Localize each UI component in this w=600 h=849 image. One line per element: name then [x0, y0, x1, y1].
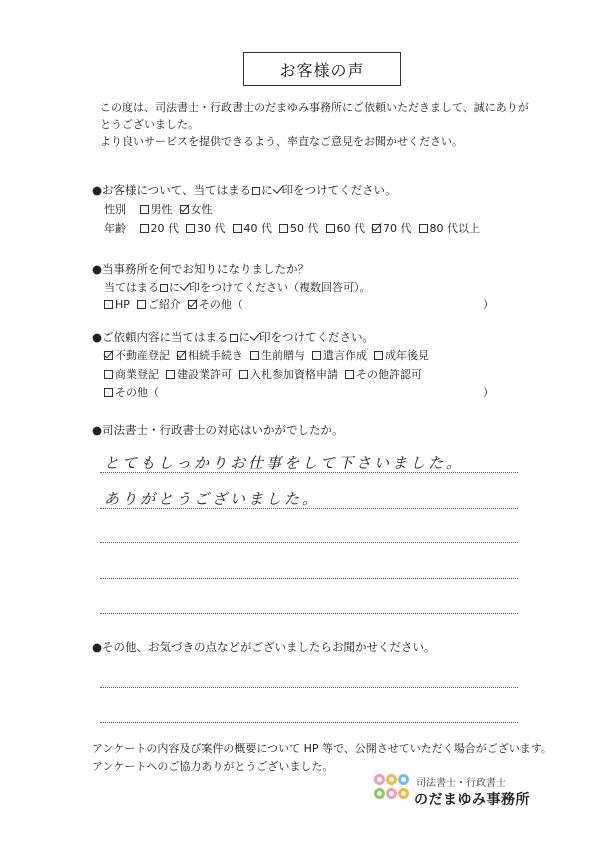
q2-sub-post: 印をつけてください（複数回答可）。	[189, 281, 371, 294]
age-option-label: 70 代	[383, 222, 412, 235]
age-option-label: 60 代	[336, 222, 365, 235]
service-row2-option-label: 建設業許可	[177, 368, 232, 381]
q1-heading-post: 印をつけてください。	[281, 183, 397, 197]
q2-sub-pre: 当てはまる	[104, 281, 159, 294]
checkbox-icon[interactable]	[279, 224, 288, 233]
checkbox-symbol	[230, 334, 238, 342]
checkbox-icon[interactable]	[239, 370, 248, 379]
age-row	[104, 222, 487, 236]
logo-name: のだまゆみ事務所	[414, 792, 530, 808]
q3-heading-pre: ●ご依頼内容に当てはまる	[92, 330, 229, 344]
age-option-1[interactable]	[140, 222, 180, 236]
logo-subtitle: 司法書士・行政書士	[416, 778, 506, 789]
comment-line-2	[100, 722, 518, 723]
answer-line-1	[100, 472, 518, 473]
checkbox-icon[interactable]	[312, 351, 321, 360]
q3-row-3	[104, 386, 166, 400]
gender-option-2[interactable]	[180, 203, 213, 217]
footer-line-1: アンケートの内容及び案件の概要について HP 等で、公開させていただく場合がございます。	[92, 742, 552, 755]
q1-heading	[92, 183, 397, 197]
q2-subheading	[104, 280, 371, 295]
q3-heading-mid: に	[238, 330, 251, 344]
gender-option-label: 男性	[150, 203, 173, 216]
age-option-label: 30 代	[197, 222, 226, 235]
logo-circle-4	[374, 788, 385, 799]
gender-label: 性別	[104, 203, 126, 216]
logo-circle-2	[386, 774, 397, 785]
age-option-2[interactable]	[186, 222, 226, 236]
checkbox-icon[interactable]	[374, 351, 383, 360]
checkbox-icon[interactable]	[186, 224, 195, 233]
service-row1-option-label: 成年後見	[385, 349, 429, 362]
intro-line-1: この度は、司法書士・行政書士のだまゆみ事務所にご依頼いただきまして、誠にありが	[100, 101, 529, 114]
source-option-1[interactable]	[104, 298, 130, 312]
q4-heading: ●司法書士・行政書士の対応はいかがでしたか。	[92, 423, 344, 437]
checkbox-icon[interactable]	[104, 370, 113, 379]
logo-circle-6	[398, 788, 409, 799]
q3-row-2	[104, 368, 429, 382]
checkbox-icon[interactable]	[345, 370, 354, 379]
age-option-label: 40 代	[243, 222, 272, 235]
q5-heading: ●その他、お気づきの点などがございましたらお聞かせください。	[92, 640, 436, 654]
age-label: 年齢	[104, 222, 126, 235]
checkbox-icon[interactable]	[137, 300, 146, 309]
q2-heading: ●当事務所を何でお知りになりましたか？	[92, 262, 310, 276]
age-option-7[interactable]	[419, 222, 481, 236]
checkbox-checked-icon[interactable]	[180, 205, 189, 214]
service-row1-option-label: 不動産登記	[115, 349, 170, 362]
q1-heading-mid: に	[261, 183, 273, 197]
intro-line-3: より良いサービスを提供できるよう、率直なご意見をお聞かせください。	[100, 135, 463, 148]
intro-line-2: とうございました。	[100, 118, 199, 131]
service-row1-option-5[interactable]	[374, 349, 429, 363]
service-row1-option-4[interactable]	[312, 349, 367, 363]
service-row1-option-2[interactable]	[177, 349, 243, 363]
comment-line-1	[100, 687, 518, 688]
service-row1-option-1[interactable]	[104, 349, 170, 363]
service-row1-option-3[interactable]	[250, 349, 305, 363]
checkbox-icon[interactable]	[233, 224, 242, 233]
checkbox-icon[interactable]	[104, 300, 113, 309]
checkbox-checked-icon[interactable]	[104, 351, 113, 360]
q2-options-row	[104, 298, 250, 312]
q3-heading	[92, 330, 374, 344]
q1-heading-pre: ●お客様について、当てはまる	[92, 183, 252, 197]
age-option-label: 20 代	[150, 222, 179, 235]
source-option-3[interactable]	[188, 298, 243, 312]
service-row1-option-label: 相続手続き	[188, 349, 243, 362]
answer-line-5	[100, 613, 518, 614]
logo-circle-1	[374, 774, 385, 785]
checkbox-icon[interactable]	[250, 351, 259, 360]
service-row2-option-1[interactable]	[104, 368, 159, 382]
logo-circle-3	[398, 774, 409, 785]
q3-row-1	[104, 349, 436, 363]
service-row2-option-4[interactable]	[345, 368, 422, 382]
checkbox-icon[interactable]	[140, 224, 149, 233]
age-option-4[interactable]	[279, 222, 319, 236]
checkbox-checked-icon[interactable]	[372, 224, 381, 233]
age-option-3[interactable]	[233, 222, 273, 236]
source-option-label: その他（	[198, 298, 243, 311]
checkbox-symbol	[160, 284, 168, 292]
page-title: お客様の声	[243, 52, 401, 86]
service-row1-option-label: 遺言作成	[323, 349, 367, 362]
age-option-label: 80 代以上	[429, 222, 480, 235]
checkbox-icon[interactable]	[140, 205, 149, 214]
service-row2-option-2[interactable]	[166, 368, 232, 382]
checkbox-checked-icon[interactable]	[177, 351, 186, 360]
service-row2-option-label: その他許認可	[356, 368, 422, 381]
q2-sub-mid: に	[169, 281, 180, 294]
service-row2-option-label: 入札参加資格申請	[250, 368, 338, 381]
age-option-label: 50 代	[290, 222, 319, 235]
checkbox-icon[interactable]	[326, 224, 335, 233]
q4-answer-line-1: とてもしっかりお仕事をして下さいました。	[104, 454, 465, 472]
office-logo-icon	[372, 772, 412, 810]
q2-close-paren: ）	[483, 298, 494, 311]
checkbox-icon[interactable]	[166, 370, 175, 379]
checkbox-symbol	[252, 187, 260, 195]
service-row3-option-label: その他（	[115, 386, 159, 399]
checkbox-checked-icon[interactable]	[188, 300, 197, 309]
q3-heading-post: 印をつけてください。	[259, 330, 375, 344]
source-option-label: ご紹介	[147, 298, 181, 311]
footer-line-2: アンケートへのご協力ありがとうございました。	[92, 760, 334, 773]
answer-line-2	[100, 508, 518, 509]
age-option-5[interactable]	[326, 222, 366, 236]
checkbox-icon[interactable]	[419, 224, 428, 233]
q4-answer-line-2: ありがとうございました。	[104, 490, 321, 508]
logo-circle-5	[386, 788, 397, 799]
service-row2-option-3[interactable]	[239, 368, 338, 382]
service-row3-option-1[interactable]	[104, 386, 159, 400]
checkbox-icon[interactable]	[104, 388, 113, 397]
gender-option-1[interactable]	[140, 203, 173, 217]
q3-close-paren: ）	[483, 386, 494, 399]
service-row1-option-label: 生前贈与	[261, 349, 305, 362]
source-option-label: HP	[115, 298, 130, 311]
answer-line-4	[100, 578, 518, 579]
age-option-6[interactable]	[372, 222, 412, 236]
answer-line-3	[100, 542, 518, 543]
service-row2-option-label: 商業登記	[115, 368, 159, 381]
gender-row	[104, 203, 220, 217]
source-option-2[interactable]	[137, 298, 181, 312]
gender-option-label: 女性	[190, 203, 213, 216]
